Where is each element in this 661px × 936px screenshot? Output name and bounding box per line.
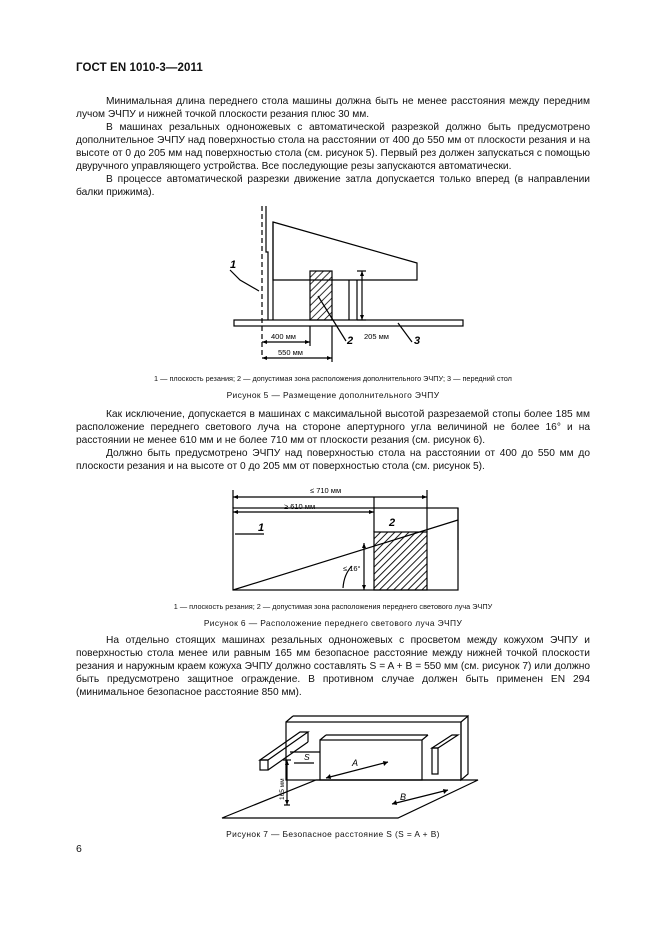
fig6-label-1: 1 — [258, 522, 265, 534]
fig5-label-1: 1 — [230, 259, 237, 271]
figure-5-title: Рисунок 5 — Размещение дополнительного ЭЧПУ — [226, 390, 440, 400]
fig5-label-2: 2 — [347, 335, 354, 347]
fig6-label-2: 2 — [389, 517, 396, 529]
paragraph-5: Должно быть предусмотрено ЭЧПУ над поверхностью стола на расстоянии от 400 до 550 мм до плоскости резания и на высоте от 0 до 205 мм от поверхностью стола (см. рисунок 5). — [76, 448, 590, 472]
page-number: 6 — [76, 843, 82, 855]
figure-6-caption: 1 — плоскость резания; 2 — допустимая зона расположения переднего светового луча ЭЧПУ — [173, 602, 493, 611]
fig5-label-3: 3 — [414, 335, 421, 347]
figure-7-title: Рисунок 7 — Безопасное расстояние S (S = A + B) — [226, 829, 440, 839]
fig5-dim-400: 400 мм — [271, 332, 296, 341]
fig7-label-a: A — [352, 758, 359, 768]
figure-6-title: Рисунок 6 — Расположение переднего светового луча ЭЧПУ — [203, 618, 463, 628]
page-header: ГОСТ EN 1010-3—2011 — [76, 62, 203, 74]
fig7-label-b: B — [400, 792, 407, 802]
paragraph-1: Минимальная длина переднего стола машины должна быть не менее расстояния между передним лучом ЭЧПУ и нижней точкой плоскости резания плюс 30 мм. — [76, 96, 590, 120]
paragraph-4: Как исключение, допускается в машинах с максимальной высотой разрезаемой стопы более 185 мм расположение переднего светового луча на стороне апертурного угла величиной не более 16° и на расстоянии не менее 610 мм и не более 710 мм от плоскости резания (см. рисунок 6). — [76, 409, 590, 446]
fig7-label-s: S — [304, 752, 310, 762]
fig6-angle: ≤ 16° — [343, 564, 361, 573]
paragraph-2: В машинах резальных одноножевых с автоматической разрезкой должно быть предусмотрено дополнительное ЭЧПУ над поверхностью стола на расстоянии от 400 до 550 мм от плоскости резания и на высоте от 0 до 205 мм над поверхностью стола (см. рисунок 5). Первый рез должен запускаться с помощью двуручного управляющего устройства. Все последующие резы запускаются автоматически. — [76, 122, 590, 172]
fig6-dim-610: ≥ 610 мм — [284, 502, 316, 511]
fig5-dim-550: 550 мм — [278, 348, 303, 357]
fig5-dim-205: 205 мм — [364, 332, 389, 341]
fig7-dim-165: 165 мм — [279, 778, 286, 800]
paragraph-3: В процессе автоматической разрезки движение затла допускается только вперед (в направлении балки прижима). — [76, 174, 590, 198]
paragraph-6: На отдельно стоящих машинах резальных одноножевых с просветом между кожухом ЭЧПУ и поверхностью стола менее или равным 165 мм безопасное расстояние между нижней точкой плоскости резания и наружным краем кожуха ЭЧПУ должно составлять S = A + B = 550 мм (см. рисунок 7) или должно быть предусмотрено защитное ограждение. В противном случае должен быть применен EN 294 (минимальное безопасное расстояние 850 мм). — [76, 635, 590, 698]
fig6-dim-710: ≤ 710 мм — [310, 486, 342, 495]
figure-5-caption: 1 — плоскость резания; 2 — допустимая зона расположения дополнительного ЭЧПУ; 3 — передний стол — [154, 374, 512, 383]
